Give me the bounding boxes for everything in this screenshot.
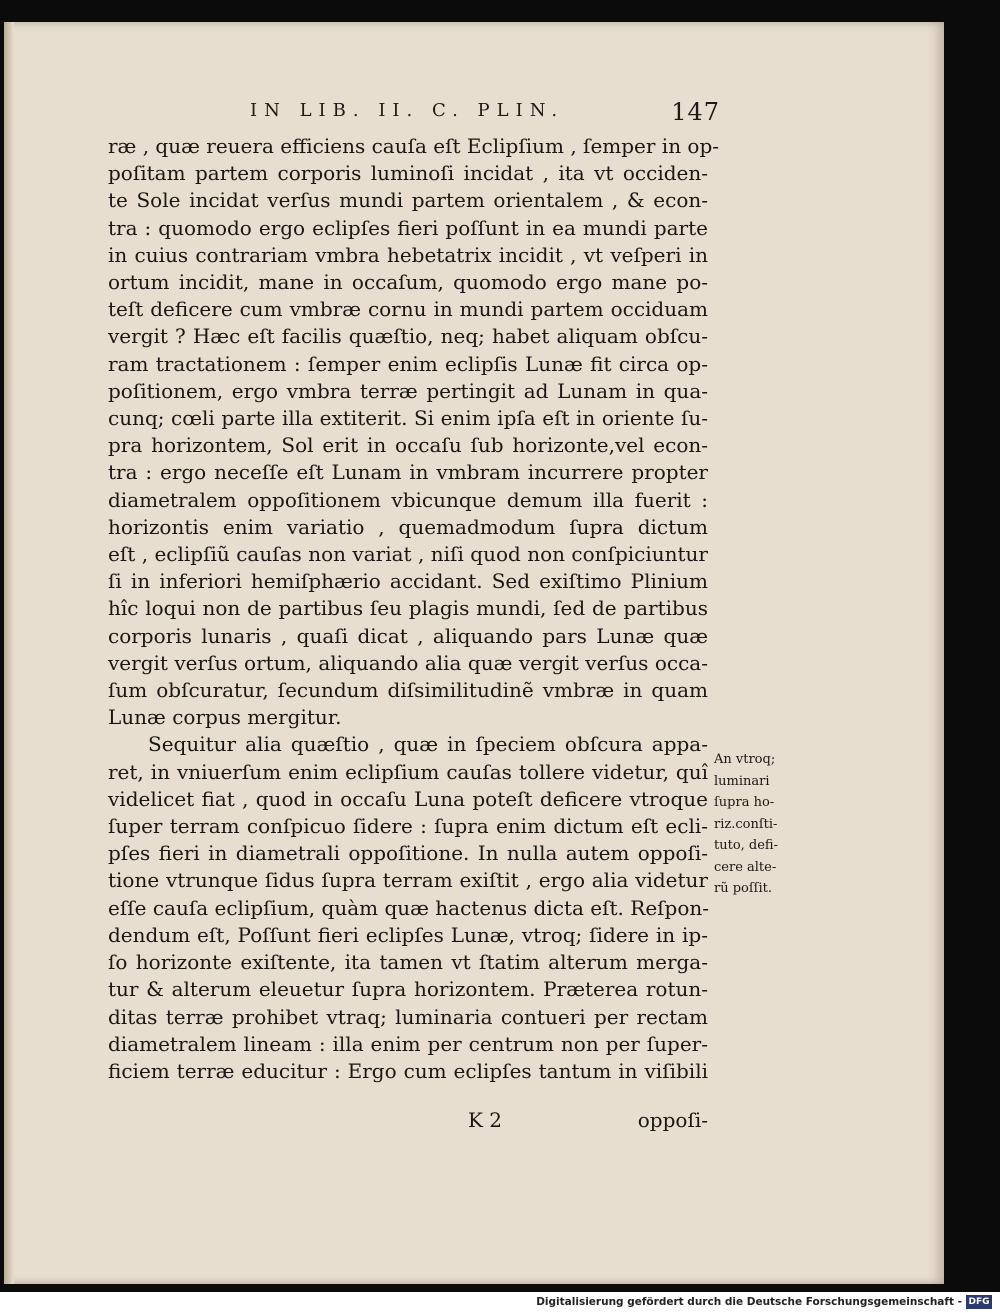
text-line: eſt , eclipſiũ cauſas non variat , niſi quod non conſpiciuntur	[108, 542, 708, 567]
page-number: 147	[671, 98, 720, 126]
marginal-line: cere alte-	[714, 859, 777, 875]
text-line: hîc loqui non de partibus ſeu plagis mundi, ſed de partibus	[108, 596, 708, 621]
text-line: dendum eſt, Poſſunt fieri eclipſes Lunæ, vtroq; ſidere in ip-	[108, 922, 708, 947]
page-gutter-shadow	[4, 22, 14, 1284]
footer-bar	[0, 1292, 1000, 1313]
marginal-line: tuto, defi-	[714, 838, 778, 853]
catchline	[108, 1108, 708, 1138]
text-line: videlicet fiat , quod in occaſu Luna poteſt deficere vtroque	[108, 786, 708, 811]
text-line: tione vtrunque ſidus ſupra terram exiſtit , ergo alia videtur	[108, 868, 708, 893]
text-line: tra : quomodo ergo eclipſes fieri poſſunt in ea mundi parte	[108, 215, 708, 240]
funding-credit: Digitalisierung gefördert durch die Deutsche Forschungsgemeinschaft -	[536, 1296, 962, 1308]
catchword: oppoſi-	[637, 1108, 708, 1132]
text-line: Lunæ corpus mergitur.	[108, 705, 342, 730]
dfg-logo: DFG	[966, 1295, 992, 1309]
text-line: ſo horizonte exiſtente, ita tamen vt ſtatim alterum merga-	[108, 950, 708, 975]
marginal-note	[714, 749, 814, 900]
text-line: poſitionem, ergo vmbra terræ pertingit ad Lunam in qua-	[108, 378, 708, 403]
text-line: in cuius contrariam vmbra hebetatrix incidit , vt veſperi in	[108, 242, 708, 267]
marginal-line: luminari	[714, 773, 770, 789]
text-line: ditas terræ prohibet vtraq; luminaria contueri per rectam	[108, 1004, 708, 1029]
text-line: pſes fieri in diametrali oppoſitione. In nulla autem oppoſi-	[108, 841, 708, 866]
marginal-line: An vtroq;	[714, 752, 776, 767]
signature-mark: K 2	[468, 1108, 503, 1132]
text-line: pra horizontem, Sol erit in occaſu ſub horizonte,vel econ-	[108, 433, 708, 458]
text-line: eſſe cauſa eclipſium, quàm quæ hactenus dicta eſt. Reſpon-	[108, 895, 710, 920]
text-line: ram tractationem : ſemper enim eclipſis Lunæ fit circa op-	[108, 351, 708, 376]
text-line: vergit verſus ortum, aliquando alia quæ vergit verſus occa-	[108, 650, 708, 675]
text-line: diametralem oppoſitionem vbicunque demum illa fuerit :	[108, 487, 708, 512]
text-line: tur & alterum eleuetur ſupra horizontem. Præterea rotun-	[108, 977, 708, 1002]
text-line: diametralem lineam : illa enim per centrum non per ſuper-	[108, 1031, 708, 1056]
text-line: tra : ergo neceſſe eſt Lunam in vmbram incurrere propter	[108, 460, 708, 485]
text-line: corporis lunaris , quaſi dicat , aliquando pars Lunæ quæ	[108, 623, 708, 648]
marginal-line: riz.conſti-	[714, 816, 778, 832]
running-head	[250, 100, 720, 130]
text-line: te Sole incidat verſus mundi partem orientalem , & econ-	[108, 188, 708, 213]
text-line: ſum obſcuratur, ſecundum diſsimilitudinẽ vmbræ in quam	[108, 678, 708, 703]
text-line: ſi in inferiori hemiſphærio accidant. Sed exiſtimo Plinium	[108, 569, 708, 594]
marginal-line: rũ poſſit.	[714, 881, 773, 896]
text-line: cunq; cœli parte illa extiterit. Si enim ipſa eſt in oriente ſu-	[108, 406, 708, 431]
running-title: IN LIB. II. C. PLIN.	[250, 100, 565, 121]
text-line: ſuper terram conſpicuo ſidere : ſupra enim dictum eſt ecli-	[108, 814, 708, 839]
body-text	[108, 133, 720, 1085]
text-line: ficiem terræ educitur : Ergo cum eclipſes tantum in viſibili	[108, 1058, 708, 1083]
text-line: ræ , quæ reuera efficiens cauſa eſt Eclipſium , ſemper in op-	[108, 134, 720, 158]
text-line: ortum incidit, mane in occaſum, quomodo ergo mane po-	[108, 270, 708, 295]
text-line: ret, in vniuerſum enim eclipſium cauſas tollere videtur, quî	[108, 759, 708, 784]
text-line: poſitam partem corporis luminoſi incidat , ita vt occiden-	[108, 161, 708, 186]
text-line: Sequitur alia quæſtio , quæ in ſpeciem obſcura appa-	[148, 732, 708, 757]
marginal-line: ſupra ho-	[714, 795, 775, 810]
text-line: teſt deficere cum vmbræ cornu in mundi partem occiduam	[108, 297, 708, 322]
text-line: horizontis enim variatio , quemadmodum ſupra dictum	[108, 514, 708, 539]
text-line: vergit ? Hæc eſt facilis quæſtio, neq; habet aliquam obſcu-	[108, 324, 708, 349]
